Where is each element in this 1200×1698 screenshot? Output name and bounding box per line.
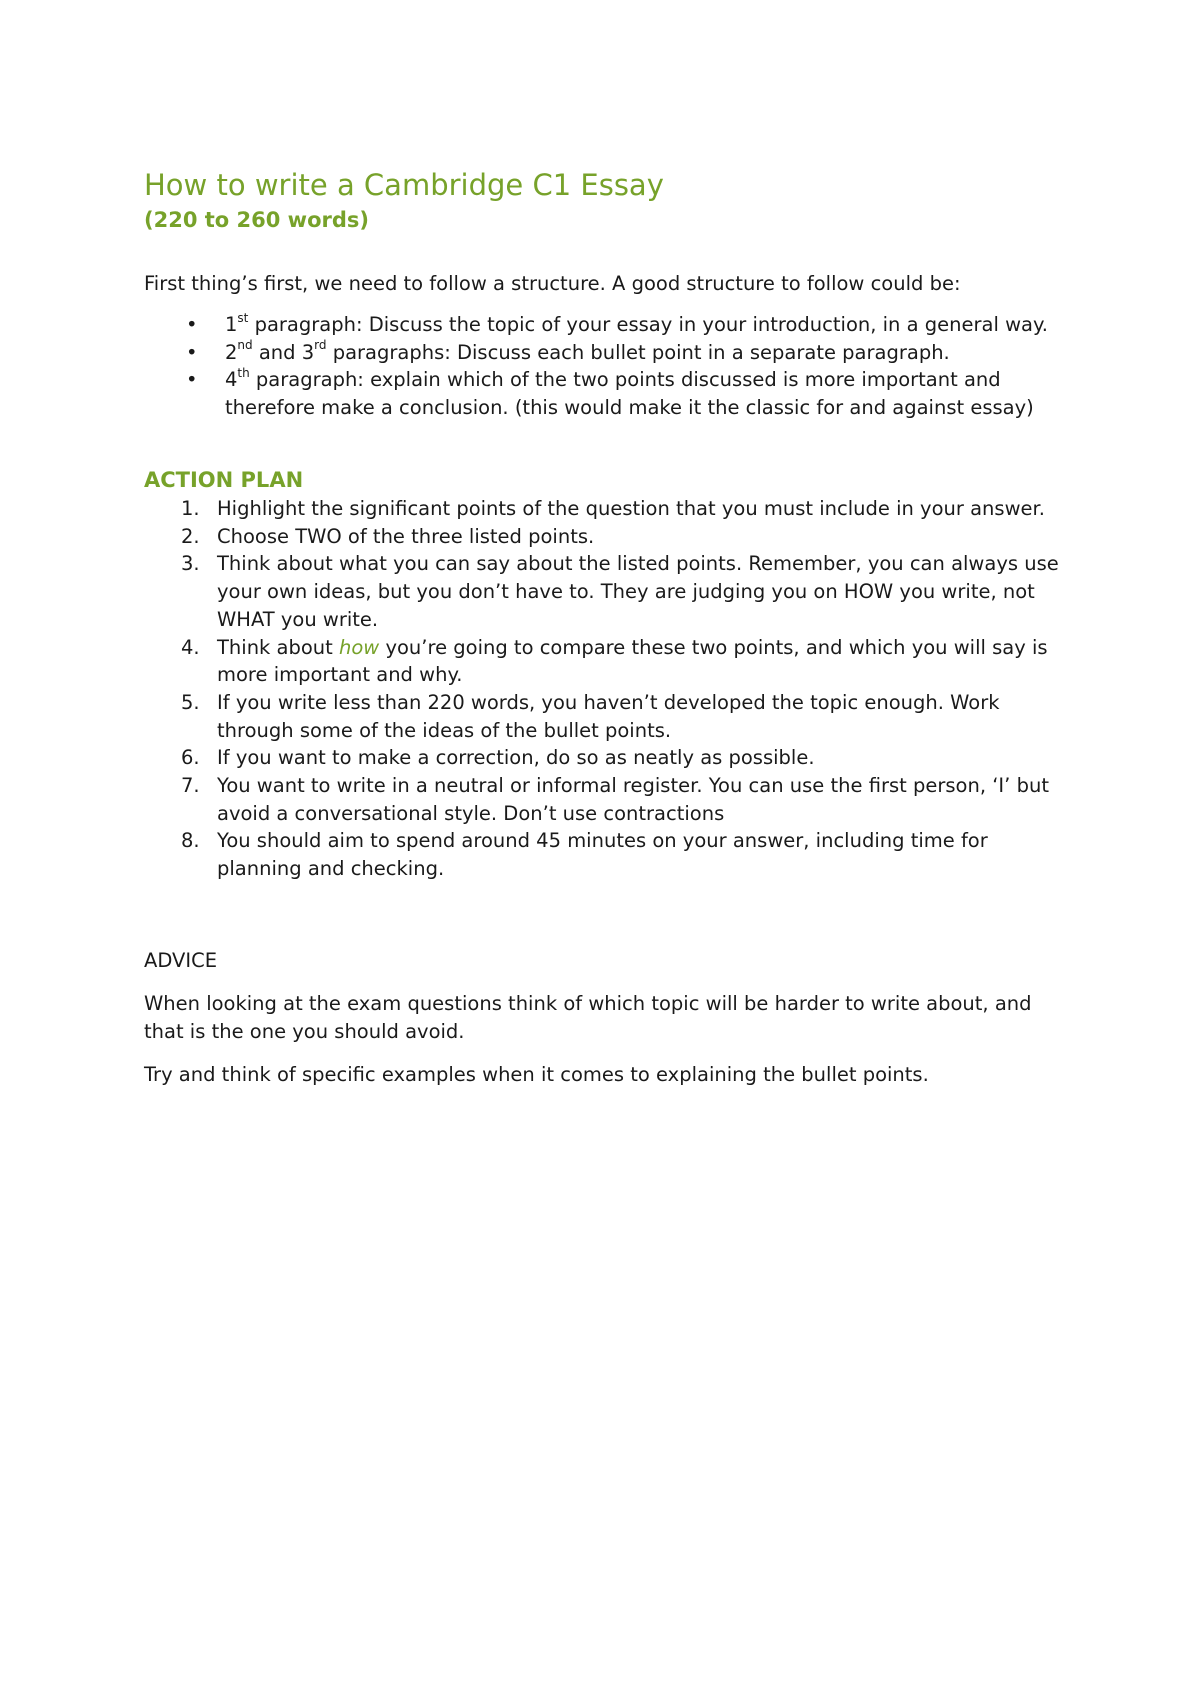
emphasis-how: how (339, 635, 380, 659)
list-item-text: If you want to make a correction, do so as neatly as possible. (217, 746, 815, 770)
ordinal-suffix: rd (314, 338, 327, 352)
list-item-text: You should aim to spend around 45 minutes on your answer, including time for planning and checking. (217, 829, 988, 881)
bullet-icon: • (186, 368, 198, 391)
ordinal-suffix: st (237, 310, 249, 325)
ordinal-number: 2 (225, 340, 238, 364)
list-item-text-post: you’re going to compare these two points, and which you will say is more important and why. (217, 635, 1048, 687)
advice-paragraph: Try and think of specific examples when it comes to explaining the bullet points. (144, 1062, 929, 1086)
list-item (144, 634, 1074, 689)
list-item-text-mid: and 3 (252, 340, 315, 364)
list-item (144, 744, 1074, 772)
document-page (144, 165, 1074, 1089)
list-item (144, 339, 1074, 367)
list-number: 2. (181, 524, 200, 548)
list-item-text-pre: Think about (217, 635, 339, 659)
list-item (144, 550, 1074, 633)
bullet-icon: • (186, 313, 198, 336)
list-item-text: You want to write in a neutral or informal register. You can use the first person, ‘I’ but avoid a conversational style. Don’t use contractions (217, 774, 1049, 825)
list-item (144, 689, 1074, 744)
list-number: 1. (181, 497, 200, 520)
list-item-text: paragraphs: Discuss each bullet point in a separate paragraph. (326, 340, 950, 364)
list-item-text: paragraph: explain which of the two points discussed is more important and therefore make a conclusion. (this would make it the classic for and against essay) (225, 368, 1034, 419)
bullet-icon: • (186, 340, 198, 364)
list-number: 8. (181, 829, 200, 853)
list-item (144, 772, 1074, 827)
structure-list (144, 311, 1074, 421)
ordinal-suffix: nd (237, 338, 253, 352)
advice-heading: ADVICE (144, 948, 218, 972)
list-item (144, 827, 1074, 882)
list-number: 5. (181, 690, 200, 714)
list-item-text: Choose TWO of the three listed points. (217, 524, 595, 548)
list-number: 3. (181, 552, 200, 576)
list-item (144, 366, 1074, 421)
list-number: 6. (181, 746, 200, 770)
list-item (144, 523, 1074, 551)
ordinal-suffix: th (237, 365, 250, 380)
list-item-text: If you write less than 220 words, you haven’t developed the topic enough. Work through some of the ideas of the bullet points. (217, 690, 1000, 742)
action-plan-heading: ACTION PLAN (144, 468, 304, 492)
list-item (144, 495, 1074, 523)
intro-paragraph: First thing’s first, we need to follow a structure. A good structure to follow could be: (144, 272, 961, 295)
list-number: 4. (181, 635, 200, 659)
list-item-text: Think about what you can say about the listed points. Remember, you can always use your own ideas, but you don’t have to. They are judging you on HOW you write, not WHAT you write. (217, 552, 1059, 631)
list-item-text: Highlight the significant points of the question that you must include in your answer. (217, 497, 1045, 520)
list-number: 7. (181, 774, 200, 798)
ordinal-number: 1 (225, 313, 238, 336)
page-title: How to write a Cambridge C1 Essay (144, 168, 664, 202)
advice-paragraph: When looking at the exam questions think of which topic will be harder to write about, and that is the one you should avoid. (144, 991, 1032, 1043)
action-plan-list (144, 495, 1074, 883)
page-subtitle: (220 to 260 words) (144, 208, 369, 232)
ordinal-number: 4 (225, 368, 238, 391)
list-item (144, 311, 1074, 339)
list-item-text: paragraph: Discuss the topic of your essay in your introduction, in a general way. (248, 313, 1048, 336)
